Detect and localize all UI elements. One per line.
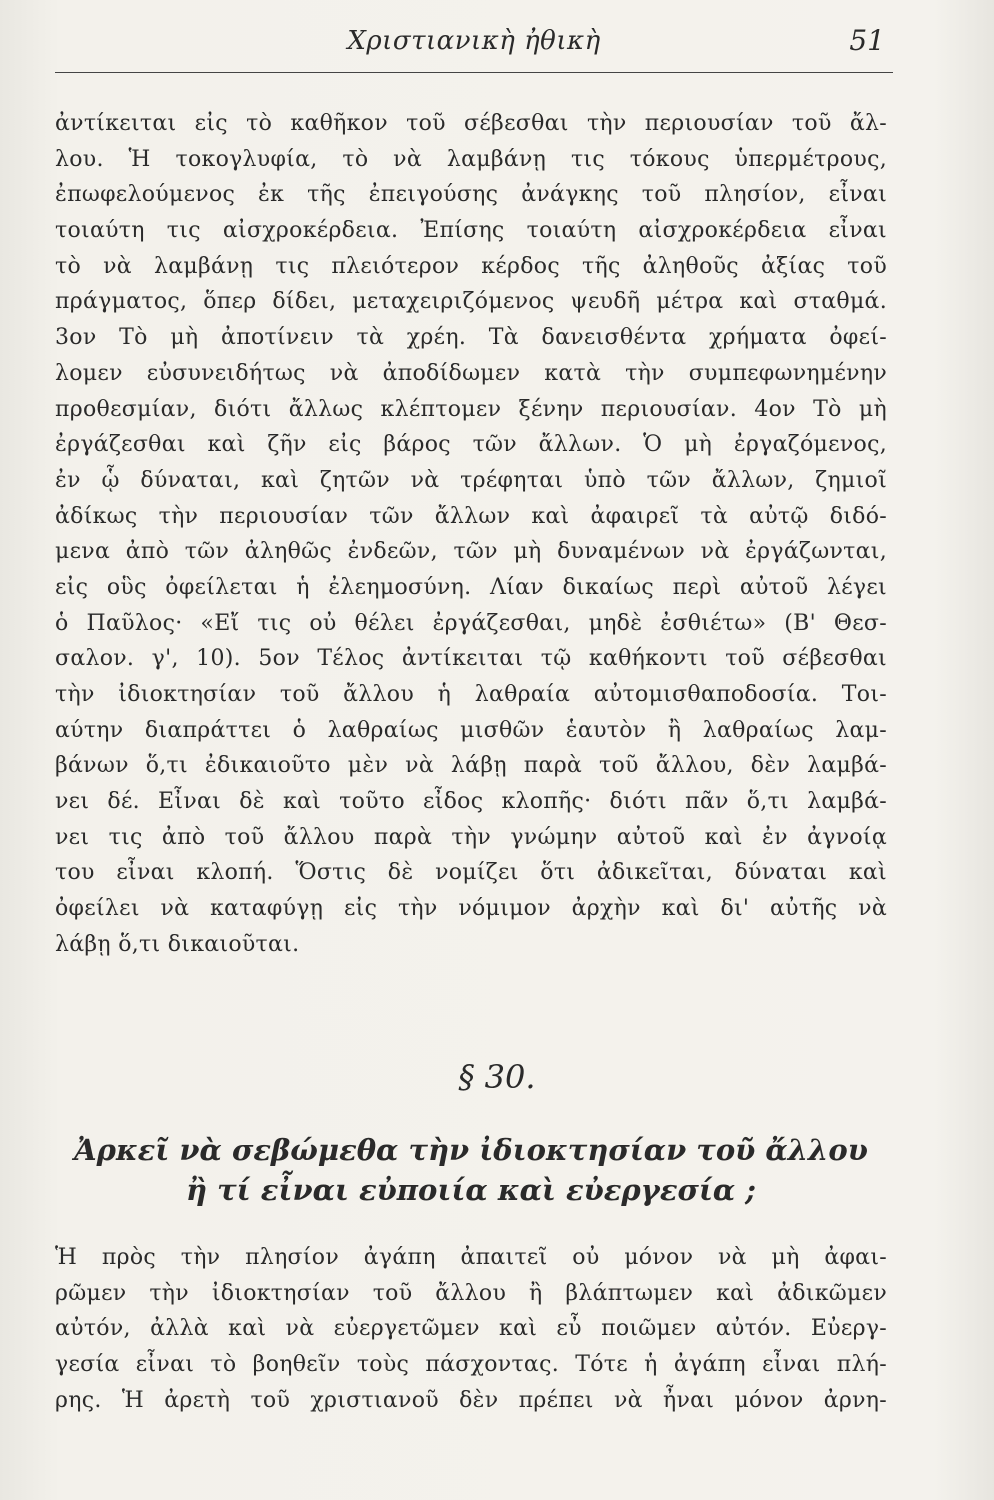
text-line: του εἶναι κλοπή. Ὅστις δὲ νομίζει ὅτι ἀδικεῖται, δύναται καὶ: [55, 860, 887, 886]
text-line: τὸ νὰ λαμβάνῃ τις πλειότερον κέρδος τῆς ἀληθοῦς ἀξίας τοῦ: [55, 253, 887, 279]
text-line: ρῶμεν τὴν ἰδιοκτησίαν τοῦ ἄλλου ἢ βλάπτωμεν καὶ ἀδικῶμεν: [55, 1280, 887, 1306]
text-line: λάβῃ ὅ,τι δικαιοῦται.: [55, 931, 300, 957]
text-line: νει τις ἀπὸ τοῦ ἄλλου παρὰ τὴν γνώμην αὐτοῦ καὶ ἐν ἀγνοίᾳ: [55, 824, 887, 850]
text-line: ἐπωφελούμενος ἐκ τῆς ἐπειγούσης ἀνάγκης τοῦ πλησίον, εἶναι: [55, 182, 887, 208]
text-line: αύτην διαπράττει ὁ λαθραίως μισθῶν ἑαυτὸν ἢ λαθραίως λαμ-: [55, 717, 887, 743]
section-number: § 30.: [458, 1058, 536, 1096]
text-line: λομεν εὐσυνειδήτως νὰ ἀποδίδωμεν κατὰ τὴν συμπεφωνημένην: [55, 360, 887, 386]
running-title: Χριστιανικὴ ἠθικὴ: [347, 26, 601, 56]
text-line: τοιαύτη τις αἰσχροκέρδεια. Ἐπίσης τοιαύτη αἰσχροκέρδεια εἶναι: [55, 218, 887, 244]
text-line: γεσία εἶναι τὸ βοηθεῖν τοὺς πάσχοντας. Τότε ἡ ἀγάπη εἶναι πλή-: [55, 1352, 887, 1378]
text-line: ὁ Παῦλος· «Εἴ τις οὐ θέλει ἐργάζεσθαι, μηδὲ ἐσθιέτω» (Β' Θεσ-: [55, 610, 887, 636]
text-line: προθεσμίαν, διότι ἄλλως κλέπτομεν ξένην περιουσίαν. 4ον Τὸ μὴ: [55, 396, 887, 422]
text-line: βάνων ὅ,τι ἐδικαιοῦτο μὲν νὰ λάβῃ παρὰ τοῦ ἄλλου, δὲν λαμβά-: [55, 753, 887, 779]
text-line: αὐτόν, ἀλλὰ καὶ νὰ εὐεργετῶμεν καὶ εὖ ποιῶμεν αὐτόν. Εὐεργ-: [55, 1316, 887, 1342]
text-line: πράγματος, ὅπερ δίδει, μεταχειριζόμενος ψευδῆ μέτρα καὶ σταθμά.: [55, 289, 887, 315]
text-line: εἰς οὓς ὀφείλεται ἡ ἐλεημοσύνη. Λίαν δικαίως περὶ αὐτοῦ λέγει: [55, 574, 887, 600]
text-line: 3ον Τὸ μὴ ἀποτίνειν τὰ χρέη. Τὰ δανεισθέντα χρήματα ὀφεί-: [55, 325, 887, 351]
text-line: ὀφείλει νὰ καταφύγῃ εἰς τὴν νόμιμον ἀρχὴν καὶ δι' αὐτῆς νὰ: [55, 896, 887, 922]
section-title-line-2: ἢ τί εἶναι εὐποιία καὶ εὐεργεσία ;: [185, 1173, 756, 1207]
main-paragraph: [55, 106, 887, 963]
text-line: σαλον. γ', 10). 5ον Τέλος ἀντίκειται τῷ καθήκοντι τοῦ σέβεσθαι: [55, 646, 887, 672]
text-line: νει δέ. Εἶναι δὲ καὶ τοῦτο εἶδος κλοπῆς· διότι πᾶν ὅ,τι λαμβά-: [55, 789, 887, 815]
section-title: [55, 1130, 887, 1210]
text-line: Ἡ πρὸς τὴν πλησίον ἀγάπη ἀπαιτεῖ οὐ μόνον νὰ μὴ ἀφαι-: [55, 1245, 887, 1270]
text-line: ἐργάζεσθαι καὶ ζῆν εἰς βάρος τῶν ἄλλων. Ὁ μὴ ἐργαζόμενος,: [55, 432, 887, 458]
text-line: ἐν ᾧ δύναται, καὶ ζητῶν νὰ τρέφηται ὑπὸ τῶν ἄλλων, ζημιοῖ: [55, 467, 887, 493]
page-header: [55, 22, 893, 68]
text-line: τὴν ἰδιοκτησίαν τοῦ ἄλλου ἡ λαθραία αὐτομισθαποδοσία. Τοι-: [55, 682, 887, 707]
text-line: λου. Ἡ τοκογλυφία, τὸ νὰ λαμβάνῃ τις τόκους ὑπερμέτρους,: [55, 146, 887, 172]
text-line: ρης. Ἡ ἀρετὴ τοῦ χριστιανοῦ δὲν πρέπει νὰ ἦναι μόνον ἀρνη-: [55, 1387, 887, 1413]
section-paragraph: [55, 1240, 887, 1418]
page-number: 51: [849, 24, 885, 57]
header-rule: [55, 72, 893, 73]
text-line: ἀδίκως τὴν περιουσίαν τῶν ἄλλων καὶ ἀφαιρεῖ τὰ αὐτῷ διδό-: [55, 503, 887, 529]
section-title-line-1: Ἀρκεῖ νὰ σεβώμεθα τὴν ἰδιοκτησίαν τοῦ ἄλλου: [74, 1133, 868, 1167]
text-line: ἀντίκειται εἰς τὸ καθῆκον τοῦ σέβεσθαι τὴν περιουσίαν τοῦ ἄλ-: [55, 111, 887, 136]
text-line: μενα ἀπὸ τῶν ἀληθῶς ἐνδεῶν, τῶν μὴ δυναμένων νὰ ἐργάζωνται,: [55, 539, 887, 565]
